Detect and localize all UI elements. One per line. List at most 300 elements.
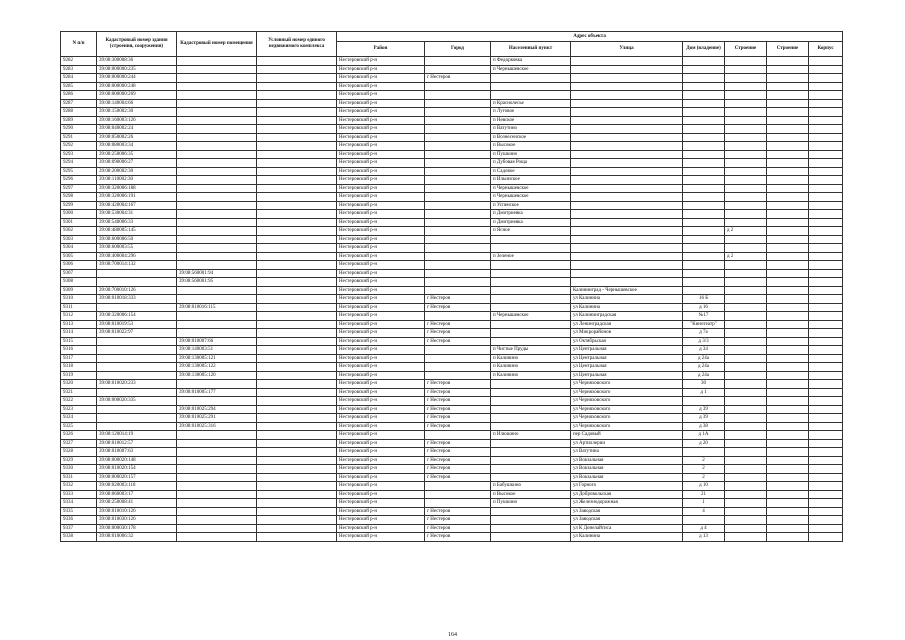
cell-district: Нестеровский р-н: [337, 244, 425, 253]
cell-structure: [767, 218, 809, 227]
cell-num: 9300: [61, 210, 97, 219]
cell-street: ул Артиллерии: [571, 439, 683, 448]
cell-korpus: [809, 533, 843, 542]
cell-korpus: [809, 218, 843, 227]
cell-structure: [767, 397, 809, 406]
cell-num: 9337: [61, 524, 97, 533]
cell-city: [425, 227, 491, 236]
cell-settlement: п Высокое: [491, 142, 571, 151]
cell-building: [725, 82, 767, 91]
cell-settlement: [491, 261, 571, 270]
cell-settlement: п Чернышевское: [491, 184, 571, 193]
cell-district: Нестеровский р-н: [337, 125, 425, 134]
cell-building: [725, 167, 767, 176]
cell-settlement: [491, 405, 571, 414]
table-row: [61, 303, 843, 312]
cell-building: [725, 439, 767, 448]
table-row: [61, 193, 843, 202]
cell-korpus: [809, 371, 843, 380]
cell-district: Нестеровский р-н: [337, 159, 425, 168]
table-row: [61, 516, 843, 525]
table-row: [61, 244, 843, 253]
cell-street: ул Черняховского: [571, 397, 683, 406]
cell-korpus: [809, 278, 843, 287]
cell-house: [683, 65, 725, 74]
table-body: [61, 57, 843, 542]
cell-house: [683, 278, 725, 287]
cell-city: [425, 176, 491, 185]
cell-settlement: п Федорковка: [491, 57, 571, 66]
cell-settlement: [491, 516, 571, 525]
cell-num: 9338: [61, 533, 97, 542]
cell-building: [725, 303, 767, 312]
cell-cad-room: [177, 116, 257, 125]
cell-building: [725, 363, 767, 372]
header-korpus: Корпус: [809, 42, 843, 57]
cell-num: 9320: [61, 380, 97, 389]
cell-cad-room: [177, 507, 257, 516]
cell-cad-building: 39:08:700014:132: [97, 261, 177, 270]
cell-district: Нестеровский р-н: [337, 210, 425, 219]
cell-structure: [767, 533, 809, 542]
cell-num: 9321: [61, 388, 97, 397]
table-row: [61, 184, 843, 193]
cell-house: [683, 516, 725, 525]
cell-cad-building: 39:08:040002:24: [97, 125, 177, 134]
cell-structure: [767, 439, 809, 448]
cell-cad-building: 39:08:600003:55: [97, 244, 177, 253]
cell-cond-num: [257, 346, 337, 355]
table-row: [61, 371, 843, 380]
cell-cad-building: 39:08:480005:145: [97, 227, 177, 236]
cell-house: д 24а: [683, 354, 725, 363]
cell-cad-room: [177, 516, 257, 525]
cell-city: [425, 354, 491, 363]
cell-house: д 7а: [683, 329, 725, 338]
cell-settlement: [491, 74, 571, 83]
cell-num: 9293: [61, 150, 97, 159]
cell-cad-building: 39:08:010030:126: [97, 516, 177, 525]
cell-cad-building: 39:08:010022:97: [97, 329, 177, 338]
cell-num: 9286: [61, 91, 97, 100]
table-row: [61, 133, 843, 142]
document-table-container: [60, 31, 842, 542]
cell-cond-num: [257, 65, 337, 74]
cell-korpus: [809, 159, 843, 168]
cell-house: [683, 397, 725, 406]
cell-house: 21: [683, 490, 725, 499]
cell-house: 30: [683, 380, 725, 389]
cell-cad-building: 39:08:090006:27: [97, 159, 177, 168]
table-row: [61, 210, 843, 219]
cell-num: 9284: [61, 74, 97, 83]
cell-district: Нестеровский р-н: [337, 371, 425, 380]
cell-street: [571, 133, 683, 142]
cell-num: 9323: [61, 405, 97, 414]
cell-house: [683, 142, 725, 151]
cell-structure: [767, 65, 809, 74]
cell-korpus: [809, 346, 843, 355]
cell-korpus: [809, 473, 843, 482]
cell-district: Нестеровский р-н: [337, 312, 425, 321]
cell-cad-room: [177, 482, 257, 491]
table-row: [61, 354, 843, 363]
cell-house: [683, 227, 725, 236]
cell-cad-room: [177, 286, 257, 295]
cell-cad-room: [177, 448, 257, 457]
cell-district: Нестеровский р-н: [337, 388, 425, 397]
cell-settlement: п Ясное: [491, 227, 571, 236]
table-row: [61, 150, 843, 159]
cell-cond-num: [257, 286, 337, 295]
cell-house: [683, 244, 725, 253]
cell-cond-num: [257, 218, 337, 227]
cell-settlement: п Пушкино: [491, 499, 571, 508]
cell-building: [725, 499, 767, 508]
cell-city: [425, 82, 491, 91]
cell-house: д 10: [683, 482, 725, 491]
table-row: [61, 388, 843, 397]
cell-settlement: п Илюшино: [491, 431, 571, 440]
cell-building: [725, 397, 767, 406]
cell-street: [571, 159, 683, 168]
table-row: [61, 490, 843, 499]
cell-korpus: [809, 397, 843, 406]
cell-street: [571, 116, 683, 125]
cell-settlement: [491, 422, 571, 431]
cell-cond-num: [257, 312, 337, 321]
cell-cad-room: [177, 99, 257, 108]
cell-num: 9330: [61, 465, 97, 474]
cell-cad-building: 39:08:060003:17: [97, 490, 177, 499]
cell-num: 9287: [61, 99, 97, 108]
table-row: [61, 167, 843, 176]
cell-cond-num: [257, 125, 337, 134]
cell-cond-num: [257, 533, 337, 542]
cell-district: Нестеровский р-н: [337, 482, 425, 491]
cell-street: [571, 108, 683, 117]
cell-cad-building: [97, 269, 177, 278]
cell-city: г Нестеров: [425, 295, 491, 304]
cell-cond-num: [257, 278, 337, 287]
cell-korpus: [809, 125, 843, 134]
cell-street: [571, 99, 683, 108]
cell-korpus: [809, 490, 843, 499]
cell-structure: [767, 422, 809, 431]
cell-house: 2: [683, 473, 725, 482]
cell-num: 9334: [61, 499, 97, 508]
cell-house: [683, 150, 725, 159]
table-row: [61, 295, 843, 304]
cell-district: Нестеровский р-н: [337, 269, 425, 278]
cell-cond-num: [257, 57, 337, 66]
cell-cond-num: [257, 388, 337, 397]
cell-building: [725, 337, 767, 346]
cell-cond-num: [257, 142, 337, 151]
cell-cad-room: [177, 252, 257, 261]
cell-district: Нестеровский р-н: [337, 235, 425, 244]
cell-cond-num: [257, 439, 337, 448]
cell-street: [571, 218, 683, 227]
cell-street: ул Калинина: [571, 533, 683, 542]
cell-street: ул Калинина: [571, 295, 683, 304]
cell-house: [683, 99, 725, 108]
table-row: [61, 337, 843, 346]
cell-cad-building: 39:08:000020:148: [97, 456, 177, 465]
cell-settlement: [491, 388, 571, 397]
cell-cad-building: 39:08:000000:235: [97, 65, 177, 74]
cell-house: д 1А: [683, 431, 725, 440]
cell-num: 9331: [61, 473, 97, 482]
cell-num: 9302: [61, 227, 97, 236]
cell-cad-building: 39:08:010012:57: [97, 439, 177, 448]
cell-cond-num: [257, 108, 337, 117]
cell-cad-building: [97, 278, 177, 287]
cell-city: [425, 201, 491, 210]
cell-house: [683, 57, 725, 66]
cell-cad-building: 39:08:000000:244: [97, 74, 177, 83]
cell-cond-num: [257, 235, 337, 244]
cell-street: ул Горного: [571, 482, 683, 491]
cell-num: 9319: [61, 371, 97, 380]
cell-district: Нестеровский р-н: [337, 184, 425, 193]
cell-num: 9316: [61, 346, 97, 355]
cell-structure: [767, 507, 809, 516]
cell-street: ул Вокзальная: [571, 473, 683, 482]
cell-num: 9312: [61, 312, 97, 321]
table-row: [61, 456, 843, 465]
cell-building: [725, 235, 767, 244]
cell-house: д 39: [683, 414, 725, 423]
cell-house: д 20: [683, 439, 725, 448]
cell-building: [725, 490, 767, 499]
cell-cond-num: [257, 524, 337, 533]
header-cad-room: Кадастровый номер помещения: [177, 32, 257, 57]
header-street: Улица: [571, 42, 683, 57]
cell-num: 9306: [61, 261, 97, 270]
cell-korpus: [809, 184, 843, 193]
cell-district: Нестеровский р-н: [337, 303, 425, 312]
cell-district: Нестеровский р-н: [337, 286, 425, 295]
cell-city: [425, 252, 491, 261]
cell-structure: [767, 405, 809, 414]
cell-district: Нестеровский р-н: [337, 414, 425, 423]
cell-building: [725, 74, 767, 83]
cell-cad-building: 39:08:420004:167: [97, 201, 177, 210]
cell-street: ул Вокзальная: [571, 456, 683, 465]
cell-street: ул Черняховского: [571, 388, 683, 397]
cell-building: [725, 507, 767, 516]
cell-cad-building: 39:08:320006:188: [97, 184, 177, 193]
cell-cad-building: 39:08:300008:36: [97, 57, 177, 66]
cell-cad-building: 39:08:320006:154: [97, 312, 177, 321]
cell-city: [425, 218, 491, 227]
cell-cad-room: [177, 159, 257, 168]
cell-city: [425, 278, 491, 287]
cell-building: [725, 371, 767, 380]
cell-street: [571, 82, 683, 91]
cell-street: ул Добровольская: [571, 490, 683, 499]
cell-korpus: [809, 439, 843, 448]
cell-cad-room: [177, 465, 257, 474]
cell-structure: [767, 133, 809, 142]
table-row: [61, 142, 843, 151]
cell-korpus: [809, 74, 843, 83]
cell-korpus: [809, 422, 843, 431]
cell-cad-building: [97, 371, 177, 380]
cell-city: [425, 91, 491, 100]
cell-house: "Кинотеатр": [683, 320, 725, 329]
cell-building: [725, 422, 767, 431]
cell-district: Нестеровский р-н: [337, 524, 425, 533]
cell-cad-room: [177, 244, 257, 253]
table-row: [61, 499, 843, 508]
cell-city: [425, 159, 491, 168]
cell-city: г Нестеров: [425, 397, 491, 406]
cell-street: [571, 278, 683, 287]
cell-city: [425, 261, 491, 270]
cell-num: 9326: [61, 431, 97, 440]
cell-district: Нестеровский р-н: [337, 431, 425, 440]
cell-settlement: п Ильинское: [491, 176, 571, 185]
cell-city: [425, 133, 491, 142]
cell-city: [425, 184, 491, 193]
cell-structure: [767, 252, 809, 261]
cell-cad-building: [97, 363, 177, 372]
cell-num: 9317: [61, 354, 97, 363]
cell-cad-building: [97, 337, 177, 346]
cell-settlement: [491, 507, 571, 516]
cell-building: [725, 244, 767, 253]
cell-house: [683, 116, 725, 125]
header-structure: Строение: [767, 42, 809, 57]
table-row: [61, 439, 843, 448]
cell-cad-room: [177, 295, 257, 304]
cell-cond-num: [257, 116, 337, 125]
cell-district: Нестеровский р-н: [337, 99, 425, 108]
cell-city: [425, 108, 491, 117]
cell-structure: [767, 142, 809, 151]
cell-city: г Нестеров: [425, 388, 491, 397]
cell-cond-num: [257, 167, 337, 176]
cell-cad-building: 39:08:080003:34: [97, 142, 177, 151]
cell-structure: [767, 465, 809, 474]
cell-cond-num: [257, 74, 337, 83]
cell-structure: [767, 320, 809, 329]
cell-house: 16 Б: [683, 295, 725, 304]
registry-table: [60, 31, 843, 542]
cell-num: 9310: [61, 295, 97, 304]
cell-house: д 3/3: [683, 337, 725, 346]
cell-cad-room: [177, 524, 257, 533]
cell-building: [725, 456, 767, 465]
cell-district: Нестеровский р-н: [337, 116, 425, 125]
cell-structure: [767, 125, 809, 134]
cell-district: Нестеровский р-н: [337, 167, 425, 176]
table-row: [61, 414, 843, 423]
cell-korpus: [809, 329, 843, 338]
cell-cad-room: [177, 57, 257, 66]
cell-building: [725, 482, 767, 491]
cell-cond-num: [257, 482, 337, 491]
table-row: [61, 261, 843, 270]
cell-district: Нестеровский р-н: [337, 91, 425, 100]
cell-building: [725, 524, 767, 533]
cell-city: [425, 286, 491, 295]
cell-num: 9299: [61, 201, 97, 210]
cell-building: [725, 210, 767, 219]
cell-korpus: [809, 380, 843, 389]
cell-cad-room: [177, 380, 257, 389]
cell-cad-building: [97, 354, 177, 363]
cell-cad-room: 39:08:130005:122: [177, 363, 257, 372]
cell-street: [571, 65, 683, 74]
cell-structure: [767, 346, 809, 355]
cell-building: [725, 414, 767, 423]
cell-settlement: [491, 448, 571, 457]
cell-structure: [767, 82, 809, 91]
cell-num: 9314: [61, 329, 97, 338]
cell-cad-room: [177, 201, 257, 210]
cell-structure: [767, 150, 809, 159]
cell-cad-building: [97, 405, 177, 414]
cell-cad-room: [177, 431, 257, 440]
cell-cad-building: [97, 414, 177, 423]
cell-building: [725, 405, 767, 414]
cell-district: Нестеровский р-н: [337, 354, 425, 363]
cell-street: ул Черняховского: [571, 414, 683, 423]
cell-settlement: п Садовое: [491, 167, 571, 176]
cell-korpus: [809, 303, 843, 312]
cell-district: Нестеровский р-н: [337, 320, 425, 329]
cell-building: [725, 193, 767, 202]
cell-city: г Нестеров: [425, 422, 491, 431]
cell-settlement: п Чернышевское: [491, 193, 571, 202]
cell-num: 9295: [61, 167, 97, 176]
cell-cad-room: [177, 329, 257, 338]
header-building: Строение: [725, 42, 767, 57]
cell-cond-num: [257, 465, 337, 474]
cell-settlement: [491, 456, 571, 465]
header-cond-num: Условный номер единого недвижимого комплекса: [257, 32, 337, 57]
cell-cond-num: [257, 244, 337, 253]
cell-korpus: [809, 142, 843, 151]
cell-structure: [767, 380, 809, 389]
cell-settlement: [491, 303, 571, 312]
cell-street: [571, 91, 683, 100]
cell-street: ул Вокзальная: [571, 465, 683, 474]
cell-house: [683, 133, 725, 142]
cell-structure: [767, 227, 809, 236]
cell-cond-num: [257, 159, 337, 168]
cell-district: Нестеровский р-н: [337, 490, 425, 499]
cell-city: [425, 244, 491, 253]
cell-num: 9289: [61, 116, 97, 125]
cell-settlement: [491, 465, 571, 474]
cell-cad-room: 39:08:560001:94: [177, 269, 257, 278]
cell-cad-room: [177, 82, 257, 91]
cell-house: 1: [683, 499, 725, 508]
cell-structure: [767, 388, 809, 397]
cell-structure: [767, 184, 809, 193]
cell-num: 9322: [61, 397, 97, 406]
cell-cad-building: 39:08:120014:19: [97, 431, 177, 440]
cell-settlement: [491, 473, 571, 482]
cell-num: 9332: [61, 482, 97, 491]
cell-house: [683, 218, 725, 227]
cell-building: [725, 380, 767, 389]
cell-district: Нестеровский р-н: [337, 74, 425, 83]
